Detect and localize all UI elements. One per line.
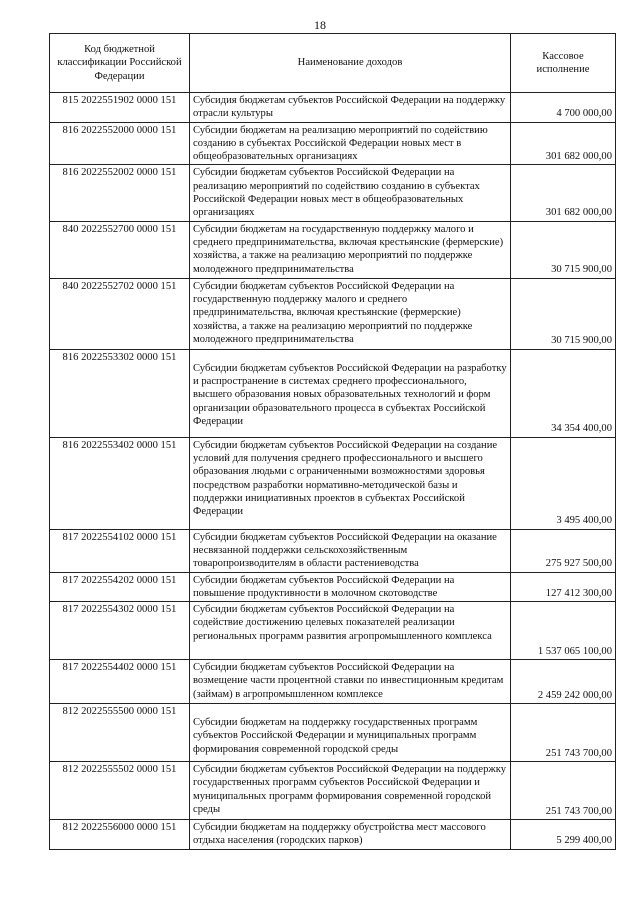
budget-code: 816 2022553402 0000 151 [50,437,190,529]
table-row [50,572,616,602]
cash-execution-amount: 3 495 400,00 [511,437,616,529]
budget-code: 817 2022554102 0000 151 [50,529,190,572]
table-row [50,122,616,165]
cash-execution-amount: 127 412 300,00 [511,572,616,602]
budget-code: 816 2022552002 0000 151 [50,165,190,221]
cash-execution-amount: 5 299 400,00 [511,820,616,850]
budget-code: 815 2022551902 0000 151 [50,93,190,123]
table-row [50,221,616,278]
budget-code: 812 2022555500 0000 151 [50,704,190,762]
cash-execution-amount: 2 459 242 000,00 [511,660,616,704]
revenue-name: Субсидии бюджетам субъектов Российской Федерации на разработку и распространение в системах среднего профессионального, высшего образования новых образовательных технологий и форм организации образовательного процесса в субъектах Российской Федерации [190,349,511,437]
cash-execution-amount: 4 700 000,00 [511,93,616,123]
table-row [50,278,616,349]
table-row [50,349,616,437]
budget-code: 816 2022552000 0000 151 [50,122,190,165]
header-amount: Кассовое исполнение [511,34,616,93]
cash-execution-amount: 301 682 000,00 [511,165,616,221]
revenue-name: Субсидии бюджетам на поддержку государственных программ субъектов Российской Федерации и муниципальных программ формирования современной городской среды [190,704,511,762]
budget-code: 816 2022553302 0000 151 [50,349,190,437]
revenue-name: Субсидии бюджетам субъектов Российской Федерации на создание условий для получения среднего профессионального и высшего образования людьми с ограниченными возможностями здоровья посредством разработки нормативно-методической базы и поддержки инициативных проектов в субъектах Российской Федерации [190,437,511,529]
budget-code: 817 2022554402 0000 151 [50,660,190,704]
table-row [50,93,616,123]
cash-execution-amount: 251 743 700,00 [511,704,616,762]
revenue-name: Субсидии бюджетам на реализацию мероприятий по содействию созданию в субъектах Российской Федерации новых мест в общеобразовательных организациях [190,122,511,165]
table-row [50,437,616,529]
table-row [50,704,616,762]
revenue-name: Субсидия бюджетам субъектов Российской Федерации на поддержку отрасли культуры [190,93,511,123]
page-number: 18 [314,18,326,32]
header-code: Код бюджетной классификации Российской Федерации [50,34,190,93]
header-name: Наименование доходов [190,34,511,93]
cash-execution-amount: 251 743 700,00 [511,762,616,820]
revenue-name: Субсидии бюджетам субъектов Российской Федерации на возмещение части процентной ставки по инвестиционным кредитам (займам) в агропромышленном комплексе [190,660,511,704]
table-row [50,762,616,820]
revenue-name: Субсидии бюджетам субъектов Российской Федерации на оказание несвязанной поддержки сельскохозяйственным товаропроизводителям в области растениеводства [190,529,511,572]
table-row [50,602,616,660]
cash-execution-amount: 30 715 900,00 [511,221,616,278]
budget-code: 817 2022554202 0000 151 [50,572,190,602]
table-row [50,165,616,221]
budget-code: 840 2022552702 0000 151 [50,278,190,349]
table-header-row [50,34,616,93]
budget-code: 817 2022554302 0000 151 [50,602,190,660]
cash-execution-amount: 34 354 400,00 [511,349,616,437]
cash-execution-amount: 30 715 900,00 [511,278,616,349]
table-row [50,529,616,572]
budget-code: 840 2022552700 0000 151 [50,221,190,278]
table-row [50,660,616,704]
budget-code: 812 2022556000 0000 151 [50,820,190,850]
revenue-name: Субсидии бюджетам субъектов Российской Федерации на повышение продуктивности в молочном скотоводстве [190,572,511,602]
revenue-name: Субсидии бюджетам на поддержку обустройства мест массового отдыха населения (городских парков) [190,820,511,850]
cash-execution-amount: 275 927 500,00 [511,529,616,572]
budget-code: 812 2022555502 0000 151 [50,762,190,820]
cash-execution-amount: 1 537 065 100,00 [511,602,616,660]
revenue-name: Субсидии бюджетам на государственную поддержку малого и среднего предпринимательства, включая крестьянские (фермерские) хозяйства, а также на реализацию мероприятий по поддержке молодежного предпринимательства [190,221,511,278]
table-row [50,820,616,850]
revenue-name: Субсидии бюджетам субъектов Российской Федерации на содействие достижению целевых показателей реализации региональных программ развития агропромышленного комплекса [190,602,511,660]
revenue-table [49,33,616,850]
revenue-name: Субсидии бюджетам субъектов Российской Федерации на поддержку государственных программ субъектов Российской Федерации и муниципальных программ формирования современной городской среды [190,762,511,820]
revenue-name: Субсидии бюджетам субъектов Российской Федерации на реализацию мероприятий по содействию созданию в субъектах Российской Федерации новых мест в общеобразовательных организациях [190,165,511,221]
cash-execution-amount: 301 682 000,00 [511,122,616,165]
revenue-name: Субсидии бюджетам субъектов Российской Федерации на государственную поддержку малого и среднего предпринимательства, включая крестьянские (фермерские) хозяйства, а также на реализацию мероприятий по поддержке молодежного предпринимательства [190,278,511,349]
